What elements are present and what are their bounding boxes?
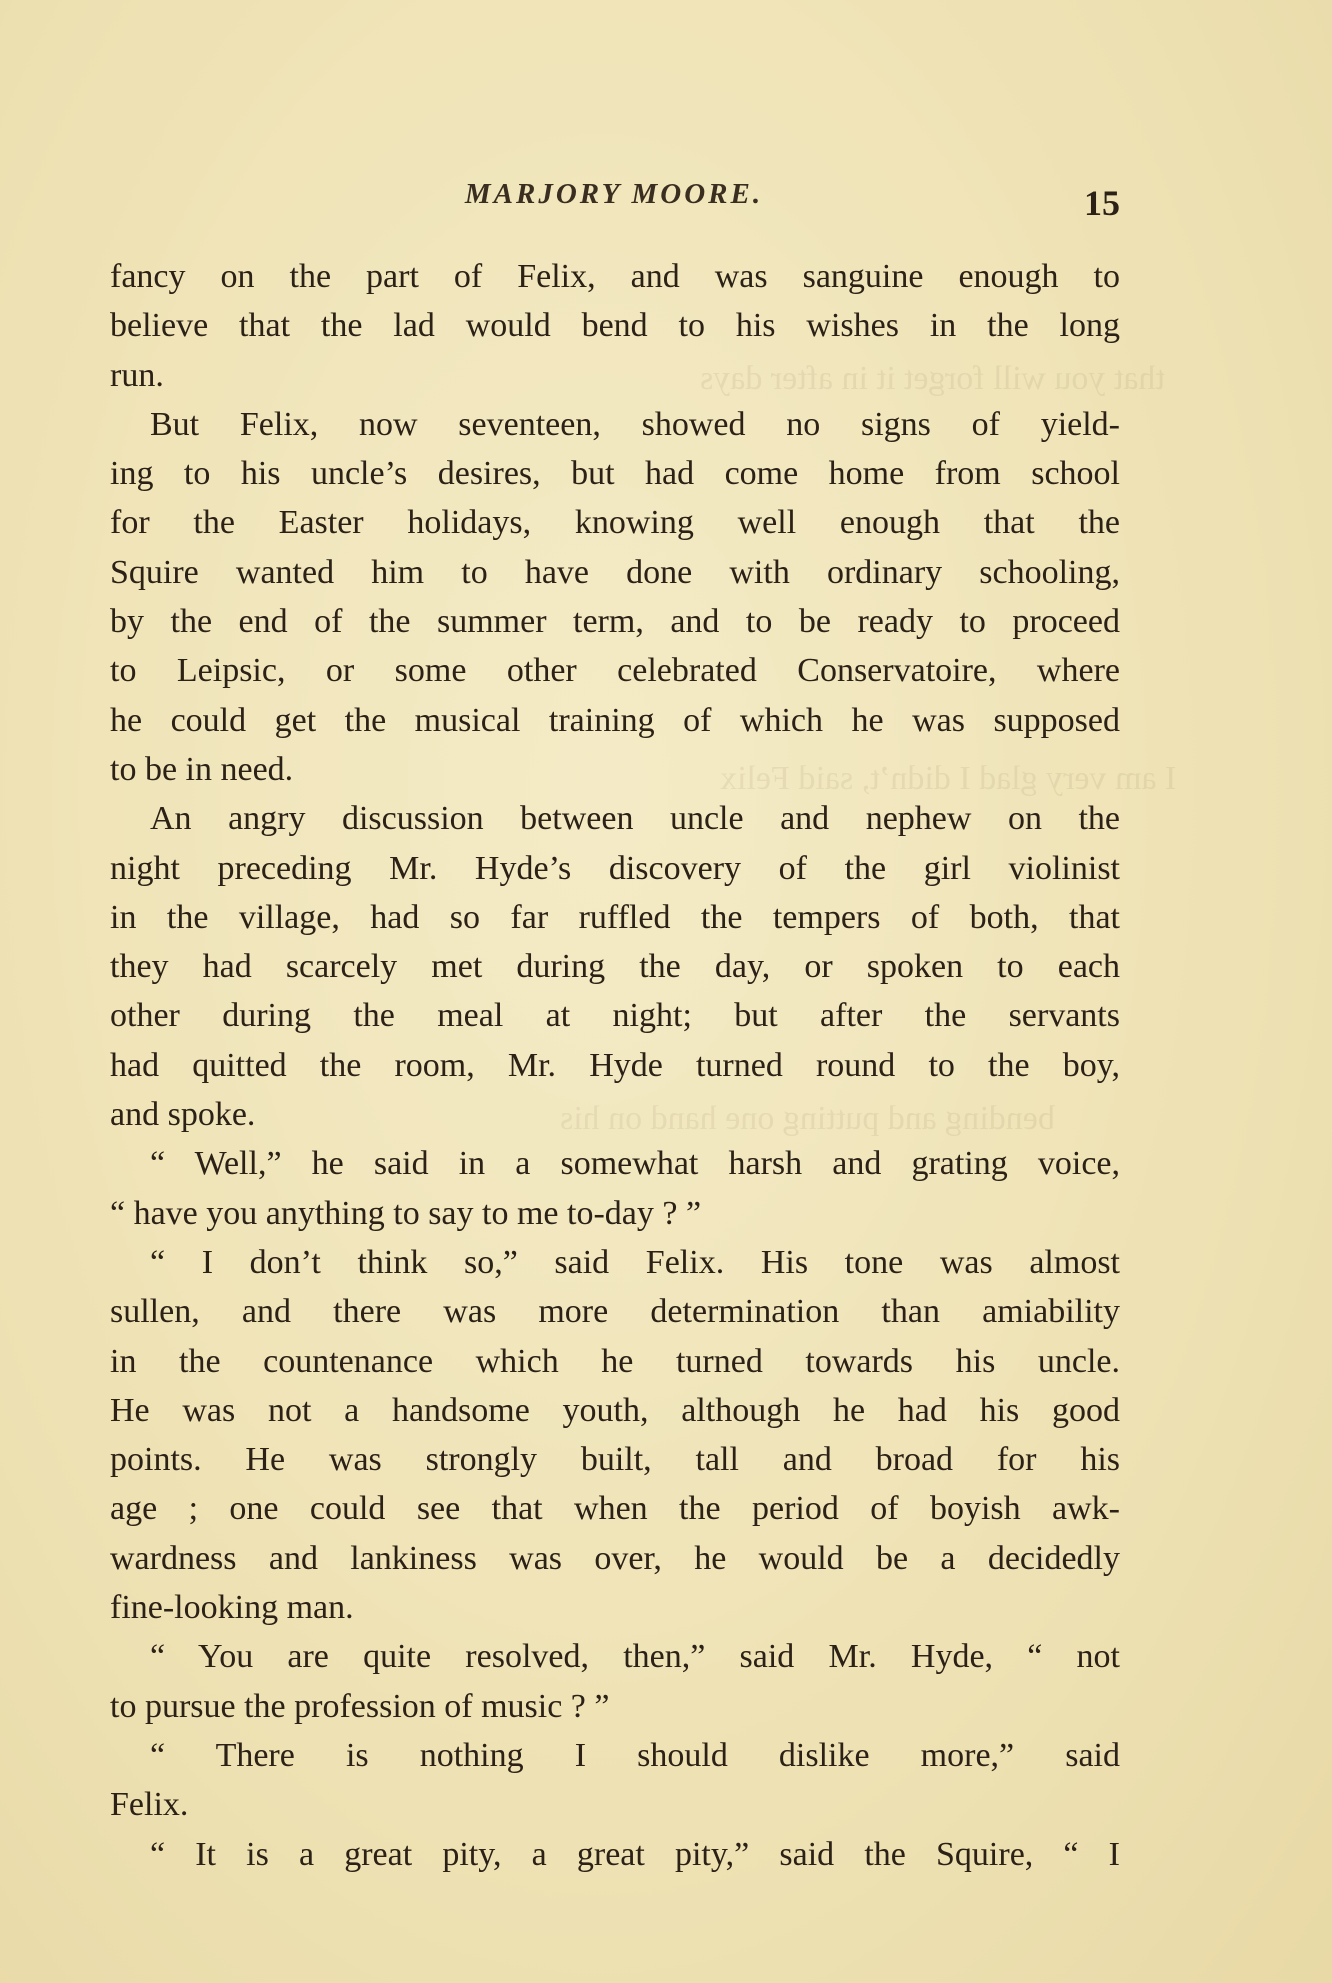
text-line: fancy on the part of Felix, and was sanguine enough to — [110, 258, 1120, 295]
text-line: Squire wanted him to have done with ordinary schooling, — [110, 553, 1120, 591]
show-through-text: I am very glad I didn’t, said Felix — [720, 760, 1177, 797]
text-line: “ have you anything to say to me to-day ? ” — [110, 1194, 702, 1232]
text-line: they had scarcely met during the day, or spoken to each — [110, 948, 1120, 986]
text-line: he could get the musical training of which he was supposed — [110, 701, 1120, 739]
text-line: “ I don’t think so,” said Felix. His tone was almost — [150, 1243, 1120, 1281]
text-line: “ It is a great pity, a great pity,” said the Squire, “ I — [150, 1835, 1120, 1873]
text-line: by the end of the summer term, and to be ready to proceed — [110, 603, 1120, 641]
text-line: fine-looking man. — [110, 1589, 354, 1627]
text-line: ing to his uncle’s desires, but had come home from school — [110, 455, 1120, 493]
text-line: believe that the lad would bend to his wishes in the long — [110, 307, 1120, 345]
show-through-text: bending and putting one hand on his — [560, 1100, 1055, 1137]
text-line: night preceding Mr. Hyde’s discovery of the girl violinist — [110, 849, 1120, 887]
text-line: Felix. — [110, 1786, 189, 1824]
show-through-text: that you will forget it in after days — [700, 360, 1165, 397]
text-line: in the countenance which he turned towards his uncle. — [110, 1342, 1120, 1380]
body-text — [110, 252, 1120, 1879]
text-line: sullen, and there was more determination than amiability — [110, 1293, 1120, 1331]
text-line: He was not a handsome youth, although he had his good — [110, 1391, 1120, 1429]
text-line: points. He was strongly built, tall and broad for his — [110, 1441, 1120, 1479]
running-title: MARJORY MOORE. — [464, 178, 764, 210]
text-line: in the village, had so far ruffled the tempers of both, that — [110, 898, 1120, 936]
text-line: “ There is nothing I should dislike more,” said — [150, 1736, 1120, 1774]
page-number: 15 — [1084, 183, 1120, 223]
text-line: had quitted the room, Mr. Hyde turned round to the boy, — [110, 1046, 1120, 1084]
text-line: “ You are quite resolved, then,” said Mr. Hyde, “ not — [150, 1638, 1120, 1676]
text-line: age ; one could see that when the period of boyish awk- — [110, 1490, 1120, 1528]
page-header — [108, 178, 1120, 238]
text-line: “ Well,” he said in a somewhat harsh and grating voice, — [150, 1145, 1120, 1183]
text-line: for the Easter holidays, knowing well enough that the — [110, 504, 1120, 542]
text-line: to Leipsic, or some other celebrated Conservatoire, where — [110, 652, 1120, 690]
text-line: and spoke. — [110, 1096, 256, 1134]
text-line: other during the meal at night; but after the servants — [110, 997, 1120, 1035]
text-line: to pursue the profession of music ? ” — [110, 1687, 610, 1725]
text-line: wardness and lankiness was over, he would be a decidedly — [110, 1539, 1120, 1577]
text-line: An angry discussion between uncle and nephew on the — [150, 800, 1120, 838]
text-line: But Felix, now seventeen, showed no signs of yield- — [150, 405, 1120, 443]
text-line: to be in need. — [110, 750, 294, 788]
text-line: run. — [110, 356, 164, 394]
